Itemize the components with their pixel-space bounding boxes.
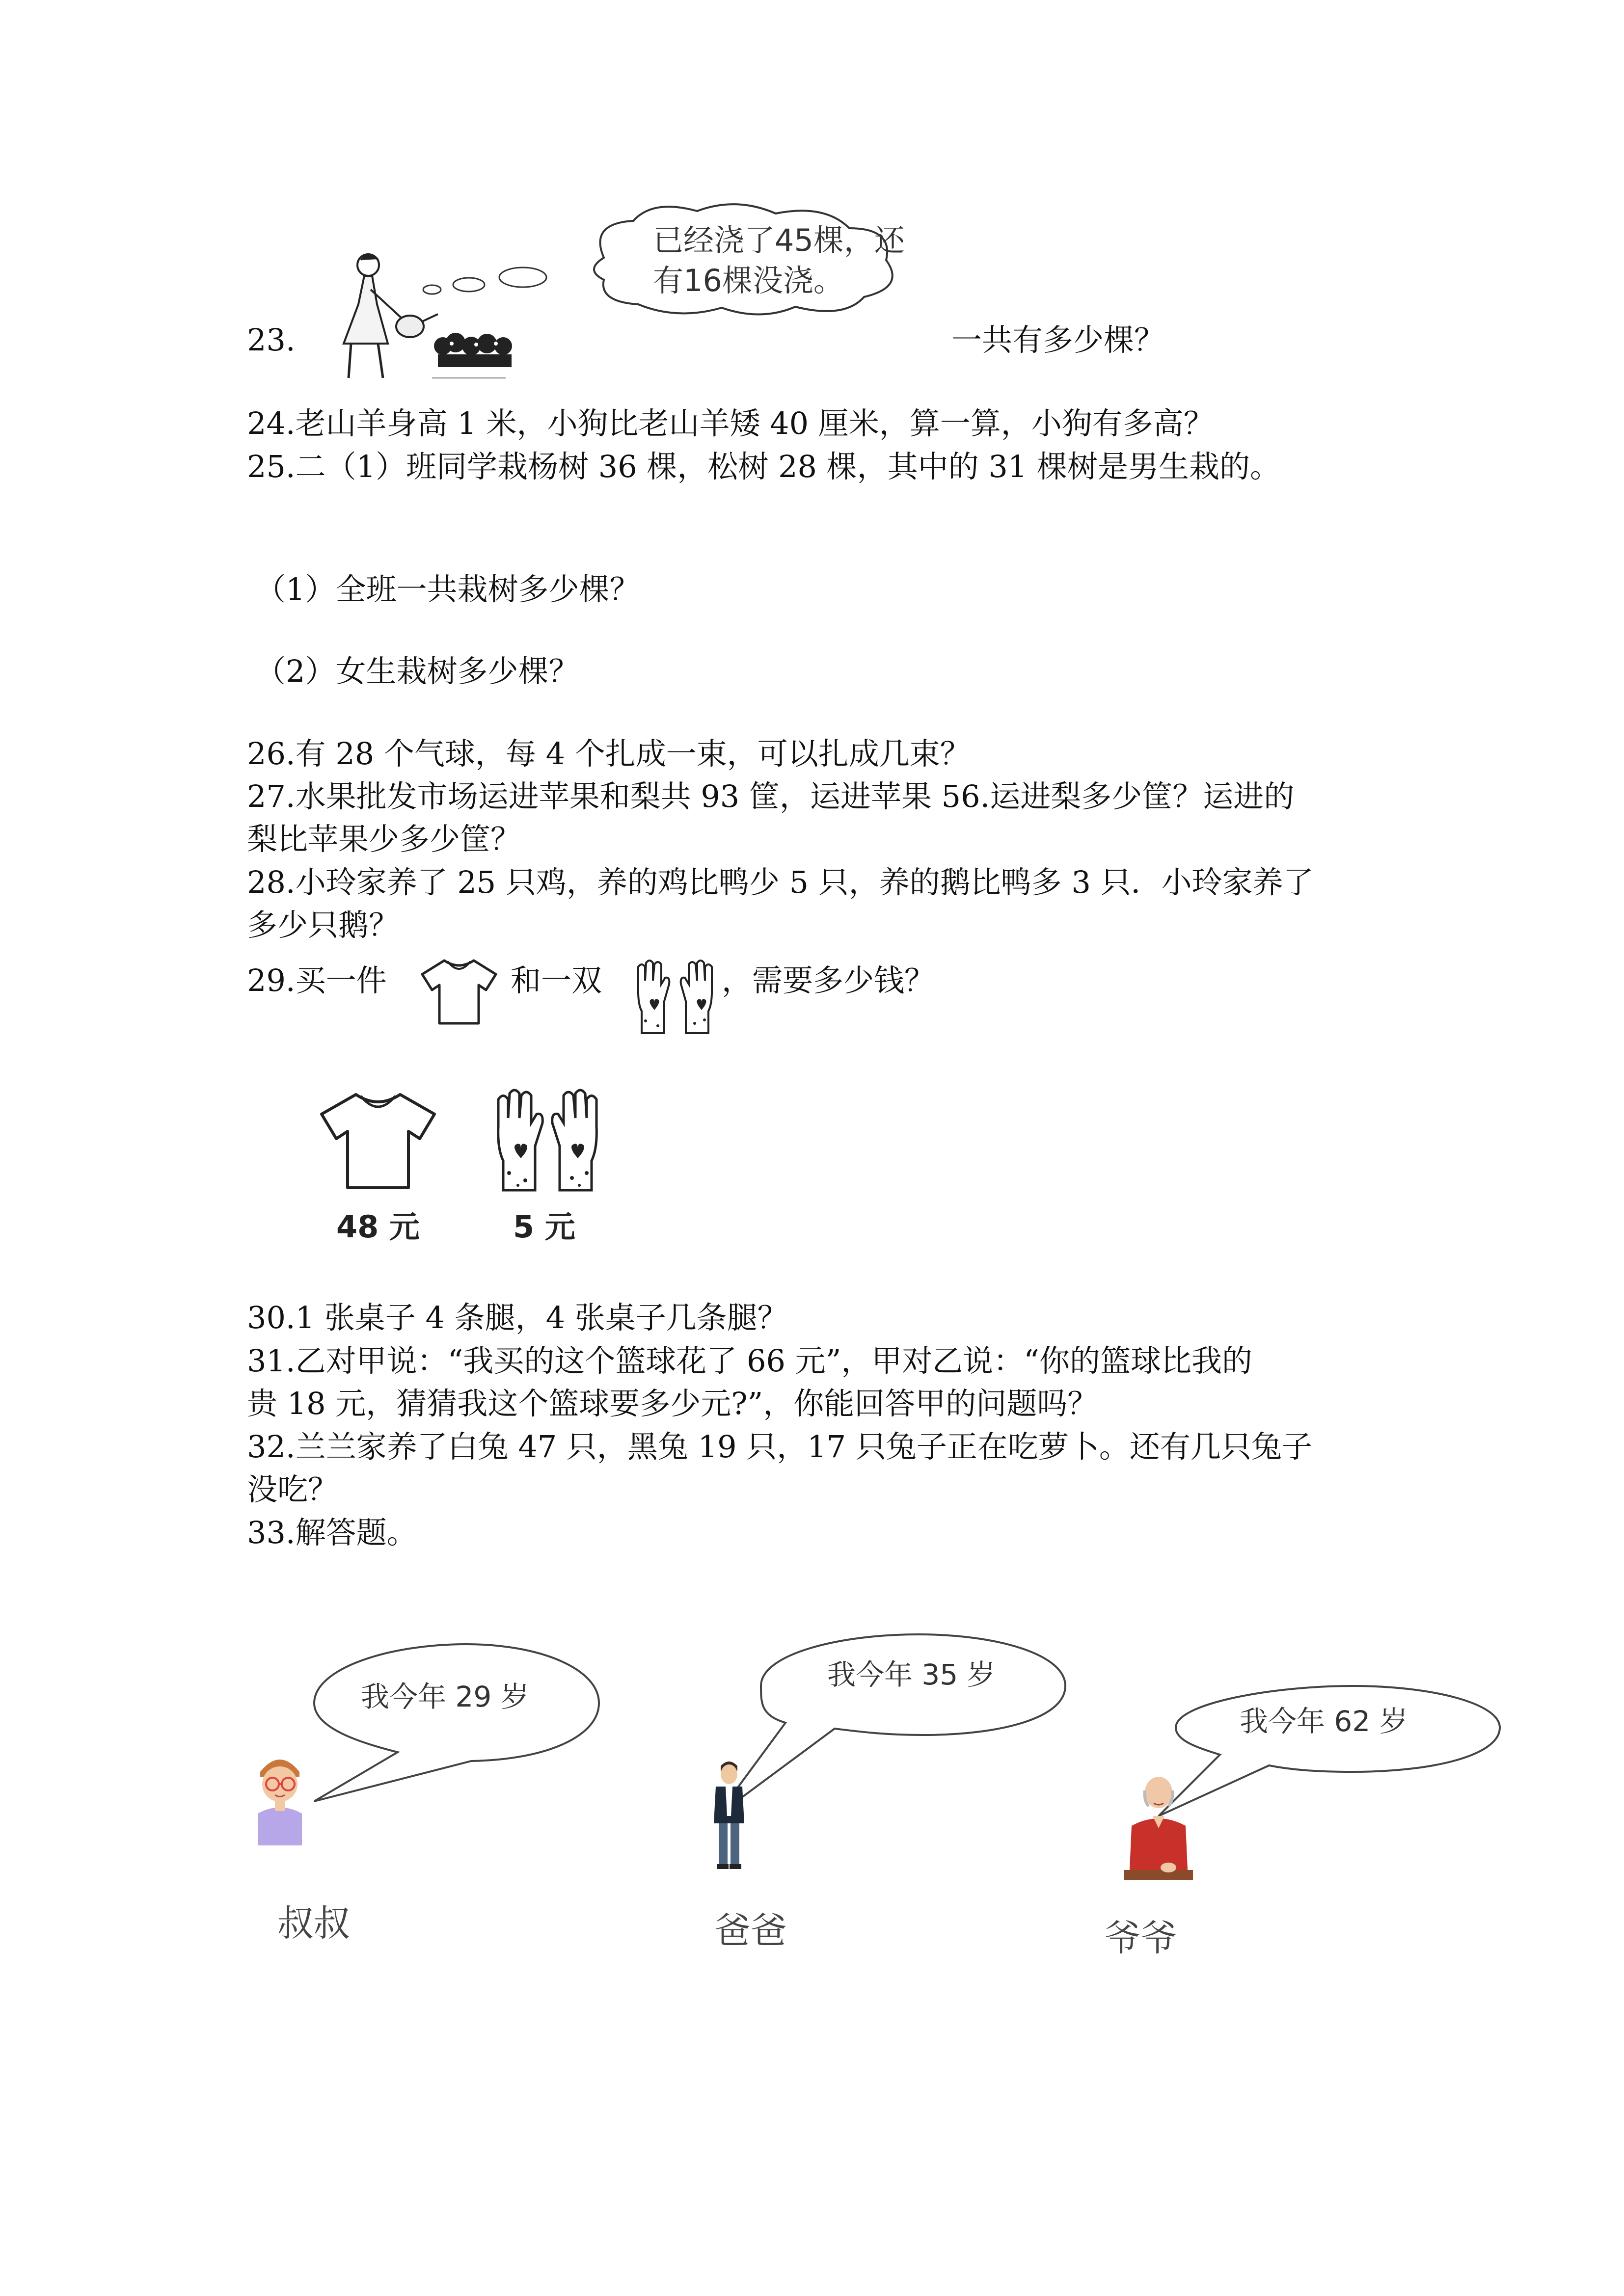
question-26 — [247, 733, 971, 775]
question-29-text-part3: ，需要多少钱？ — [722, 962, 935, 998]
gloves-price: 5 元 — [513, 1209, 575, 1245]
question-number: 26. — [247, 736, 296, 772]
question-24 — [247, 402, 1214, 445]
tshirt-price: 48 元 — [336, 1209, 420, 1245]
question-text: 老山羊身高 1 米，小狗比老山羊矮 40 厘米，算一算，小狗有多高？ — [295, 405, 1214, 441]
question-number: 25. — [247, 449, 296, 484]
tshirt-inline-illustration — [417, 955, 501, 1028]
question-text-line1: 小玲家养了 25 只鸡，养的鸡比鸭少 5 只，养的鹅比鸭多 3 只．小玲家养了 — [295, 864, 1314, 900]
question-number: 32. — [247, 1429, 296, 1465]
question-33 — [247, 1512, 417, 1554]
question-text: 二（1）班同学栽杨树 36 棵，松树 28 棵，其中的 31 棵树是男生栽的。 — [295, 449, 1280, 484]
question-30 — [247, 1297, 788, 1339]
uncle-figure — [245, 1747, 314, 1845]
question-number: 24. — [247, 405, 296, 441]
question-text: 解答题。 — [295, 1515, 417, 1550]
question-27-line2: 梨比苹果少多少筐？ — [247, 821, 521, 857]
gloves-inline-illustration — [631, 957, 719, 1038]
grandpa-icon — [1114, 1767, 1203, 1885]
tshirt-price-illustration — [314, 1087, 442, 1195]
question-23-text: 一共有多少棵？ — [951, 322, 1165, 358]
gloves-price-illustration — [488, 1085, 606, 1198]
question-25-sub1: （1）全班一共栽树多少棵？ — [255, 571, 640, 607]
question-number: 29. — [247, 962, 296, 998]
gloves-icon — [488, 1085, 606, 1198]
question-29 — [247, 960, 387, 1002]
question-text-line1: 兰兰家养了白兔 47 只，黑兔 19 只，17 只兔子正在吃萝卜。还有几只兔子 — [295, 1429, 1312, 1465]
tshirt-icon — [417, 955, 501, 1028]
grandpa-label: 爷爷 — [1105, 1917, 1177, 1959]
grandpa-bubble-text: 我今年 62 岁 — [1240, 1705, 1408, 1738]
dad-label: 爸爸 — [714, 1910, 787, 1952]
question-28 — [247, 861, 1314, 904]
thought-bubble-line1: 已经浇了45棵，还 — [653, 222, 905, 258]
question-number: 33. — [247, 1515, 296, 1550]
question-32 — [247, 1426, 1312, 1468]
question-number: 30. — [247, 1300, 296, 1335]
question-text: 1 张桌子 4 条腿，4 张桌子几条腿？ — [295, 1300, 788, 1335]
question-28-line2: 多少只鹅？ — [247, 907, 400, 943]
uncle-label: 叔叔 — [277, 1902, 350, 1945]
speech-bubble-icon — [304, 1634, 609, 1811]
tshirt-icon — [314, 1087, 442, 1195]
question-text: 有 28 个气球，每 4 个扎成一束，可以扎成几束？ — [295, 736, 971, 772]
question-27 — [247, 775, 1294, 818]
question-number: 31. — [247, 1343, 296, 1379]
question-32-line2: 没吃？ — [247, 1471, 339, 1507]
question-number: 28. — [247, 864, 296, 900]
uncle-speech-bubble — [304, 1634, 609, 1811]
question-31 — [247, 1340, 1252, 1382]
gloves-icon — [631, 957, 719, 1038]
question-number: 23. — [247, 322, 296, 358]
question-25 — [247, 446, 1280, 488]
question-29-text-part2: 和一双 — [511, 962, 602, 998]
question-text-part1: 买一件 — [295, 962, 387, 998]
grandpa-figure — [1114, 1767, 1203, 1885]
question-31-line2: 贵 18 元，猜猜我这个篮球要多少元?”，你能回答甲的问题吗？ — [247, 1386, 1098, 1421]
dad-figure — [707, 1757, 751, 1870]
uncle-icon — [245, 1747, 314, 1845]
uncle-bubble-text: 我今年 29 岁 — [361, 1680, 529, 1713]
dad-bubble-text: 我今年 35 岁 — [827, 1658, 996, 1691]
thought-bubble-line2: 有16棵没浇。 — [653, 263, 844, 298]
question-text-line1: 水果批发市场运进苹果和梨共 93 筐，运进苹果 56.运进梨多少筐？运进的 — [295, 778, 1295, 814]
question-text-line1: 乙对甲说：“我买的这个篮球花了 66 元”，甲对乙说：“你的篮球比我的 — [295, 1343, 1253, 1379]
question-number: 27. — [247, 778, 296, 814]
question-23 — [247, 319, 296, 361]
dad-icon — [707, 1757, 751, 1870]
question-25-sub2: （2）女生栽树多少棵？ — [255, 653, 579, 689]
